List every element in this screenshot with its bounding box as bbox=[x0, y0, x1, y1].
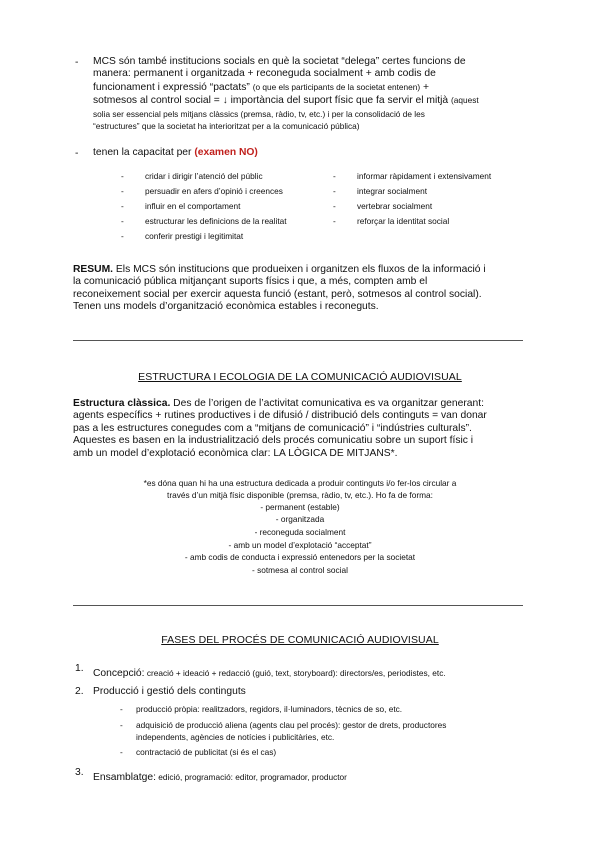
text-line bbox=[93, 94, 526, 107]
capacity-label: persuadir en afers d’opinió i creences bbox=[145, 186, 283, 196]
text-line: “estructures” que la societat ha interioritzat per a la comunicació pública) bbox=[93, 121, 360, 132]
classic-label: Estructura clàssica. bbox=[73, 398, 171, 409]
text-line bbox=[73, 398, 526, 410]
capacity-label: integrar socialment bbox=[357, 186, 428, 196]
note-line: través d’un mitjà físic disponible (premsa, ràdio, tv, etc.). Ho fa de forma: bbox=[167, 490, 433, 500]
phase-concepcio bbox=[93, 663, 446, 681]
note-item: - organitzada bbox=[275, 514, 325, 524]
text-line: amb un model d’explotació econòmica clar: LA LÒGICA DE MITJANS*. bbox=[73, 447, 398, 459]
text-span: Des de l’origen de l’activitat comunicativa es va organitzar generant: bbox=[170, 398, 484, 409]
phase-number: 2. bbox=[75, 686, 84, 697]
text-span-small: (o que els participants de la societat entenen) bbox=[252, 81, 421, 92]
text-line: la comunicació pública mitjançant suports físics i que, a més, compten amb el bbox=[73, 276, 428, 288]
capacity-label: influir en el comportament bbox=[145, 201, 241, 211]
resum-paragraph bbox=[73, 264, 526, 314]
mcs-paragraph bbox=[93, 56, 526, 132]
text-line bbox=[73, 264, 526, 276]
text-span-small: (aquest bbox=[450, 95, 479, 106]
text-line: Tenen uns models d’organització econòmica estables i reconeguts. bbox=[73, 301, 379, 313]
text-line: solia ser essencial pels mitjans clàssics (premsa, ràdio, tv, etc.) i per la consolidació de les bbox=[93, 108, 425, 119]
text-line: Aquestes es basen en la industrialització dels procés comunicatiu sobre un suport físic i bbox=[73, 435, 474, 447]
capacity-label: cridar i dirigir l’atenció del públic bbox=[145, 171, 263, 181]
classic-structure-paragraph bbox=[73, 398, 526, 460]
text-line: manera: permanent i organitzada + reconeguda socialment + amb codis de bbox=[93, 68, 436, 80]
production-text: producció pròpia: realitzadors, regidors, il·luminadors, tècnics de so, etc. bbox=[136, 704, 403, 714]
note-item: - permanent (estable) bbox=[260, 502, 340, 512]
text-line: pas a les estructures conegudes com a “mitjans de comunicació” i “indústries culturals”. bbox=[73, 422, 472, 434]
text-span: sotmesos al control social = ↓ importància del suport físic que fa servir el mitjà bbox=[93, 95, 451, 107]
note-item: - amb un model d’explotació “acceptat” bbox=[228, 540, 372, 550]
production-text: contractació de publicitat (si és el cas) bbox=[136, 747, 277, 757]
production-text: independents, agències de notícies i publicitàries, etc. bbox=[136, 732, 335, 742]
divider bbox=[73, 605, 523, 606]
text-span: Els MCS són institucions que produeixen i organitzen els fluxos de la informació i bbox=[113, 264, 486, 275]
capacity-label: conferir prestigi i legitimitat bbox=[145, 231, 244, 241]
capacity-label: reforçar la identitat social bbox=[357, 216, 450, 226]
text-span: + bbox=[420, 81, 429, 93]
text-line bbox=[93, 81, 526, 94]
divider bbox=[73, 340, 523, 341]
exam-note: (examen NO) bbox=[194, 147, 258, 158]
phase-detail: edició, programació: editor, programador, productor bbox=[155, 772, 347, 782]
text-line: MCS són també institucions socials en què la societat “delega” certes funcions de bbox=[93, 56, 466, 67]
resum-label: RESUM. bbox=[73, 264, 114, 275]
text-line: agents específics + rutines productives i de difusió / distribució dels continguts = van donar bbox=[73, 410, 487, 422]
section-heading: FASES DEL PROCÉS DE COMUNICACIÓ AUDIOVISUAL bbox=[161, 634, 439, 646]
phase-title: Ensamblatge: bbox=[93, 772, 156, 783]
phase-detail: creació + ideació + redacció (guió, text, storyboard): directors/es, periodistes, etc. bbox=[144, 668, 446, 678]
capacity-intro bbox=[93, 147, 258, 159]
document-page: - MCS són també institucions socials en què la societat “delega” certes funcions de manera: permanent i organitzada + reconeguda socialment + amb codis de funcionament i expressió “pactats” (o que els participants de la societat entenen) + sotmesos al control social = ↓ importància del suport físic que fa servir el mitjà (aquest solia ser essencial pels mitjans clàssics (premsa, ràdio, tv, etc.) i per la consolidació de les “estructures” que la societat ha interioritzat per a la comunicació pública) - tenen la capacitat per (examen NO) - cridar i dirigir l’atenció del públic - persuadir en afers d’opinió i creences - influir en el comportament - estructurar les definicions de la realitat - conferir prestigi i legitimitat - informar ràpidament i extensivament - integrar socialment - vertebrar socialment - reforçar la identitat social RESUM. Els MCS són institucions que produeixen i organitzen els fluxos de la informació i la comunicació pública mitjançant suports físics i que, a més, compten amb el reconeixement social per exercir aquesta funció (estant, però, sotmesos al control social). Tenen uns models d’organització econòmica estables i reconeguts. ESTRUCTURA I ECOLOGIA DE LA COMUNICACIÓ AUDIOVISUAL Estructura clàssica. Des de l’origen de l’activitat comunicativa es va organitzar generant: agents específics + rutines productives i de difusió / distribució dels continguts = van donar pas a les estructures conegudes com a “mitjans de comunicació” i “indústries culturals”. Aquestes es basen en la industrialització dels procés comunicatiu sobre un suport físic i amb un model d’explotació econòmica clar: LA LÒGICA DE MITJANS*. *es dóna quan hi ha una estructura dedicada a produir continguts i/o fer-los circular a través d’un mitjà físic disponible (premsa, ràdio, tv, etc.). Ho fa de forma: - permanent (estable) - organitzada - reconeguda socialment - amb un model d’explotació “acceptat” - amb codis de conducta i expressió entenedors per la societat - sotmesa al control social FASES DEL PROCÉS DE COMUNICACIÓ AUDIOVISUAL 1. Concepció: creació + ideació + redacció (guió, text, storyboard): directors/es, periodistes, etc. 2. Producció i gestió dels continguts - producció pròpia: realitzadors, regidors, il·luminadors, tècnics de so, etc. - adquisició de producció aliena (agents clau pel procés): gestor de drets, productores independents, agències de notícies i publicitàries, etc. - contractació de publicitat (si és el cas) 3. Ensamblatge: edició, programació: editor, programador, productor bbox=[0, 0, 600, 848]
phase-ensamblatge bbox=[93, 767, 347, 785]
production-text: adquisició de producció aliena (agents clau pel procés): gestor de drets, productores bbox=[136, 720, 447, 730]
note-item: - amb codis de conducta i expressió entenedors per la societat bbox=[184, 552, 416, 562]
phase-title: Producció i gestió dels continguts bbox=[93, 686, 246, 697]
phase-number: 3. bbox=[75, 767, 84, 778]
note-item: - sotmesa al control social bbox=[252, 565, 348, 575]
text-span: tenen la capacitat per bbox=[93, 147, 195, 158]
phase-number: 1. bbox=[75, 663, 84, 674]
capacity-label: informar ràpidament i extensivament bbox=[357, 171, 492, 181]
bullet-dash: - bbox=[75, 148, 79, 159]
phase-title: Concepció: bbox=[93, 668, 145, 679]
bullet-dash: - bbox=[75, 57, 79, 68]
note-item: - reconeguda socialment bbox=[254, 527, 346, 537]
note-line: *es dóna quan hi ha una estructura dedicada a produir continguts i/o fer-los circular a bbox=[143, 478, 457, 488]
capacity-label: vertebrar socialment bbox=[357, 201, 433, 211]
capacity-label: estructurar les definicions de la realitat bbox=[145, 216, 287, 226]
text-span: funcionament i expressió “pactats” bbox=[93, 81, 253, 93]
text-line: reconeixement social per exercir aquesta funció (estant, però, sotmesos al control social). bbox=[73, 288, 482, 300]
section-heading: ESTRUCTURA I ECOLOGIA DE LA COMUNICACIÓ AUDIOVISUAL bbox=[138, 371, 462, 383]
